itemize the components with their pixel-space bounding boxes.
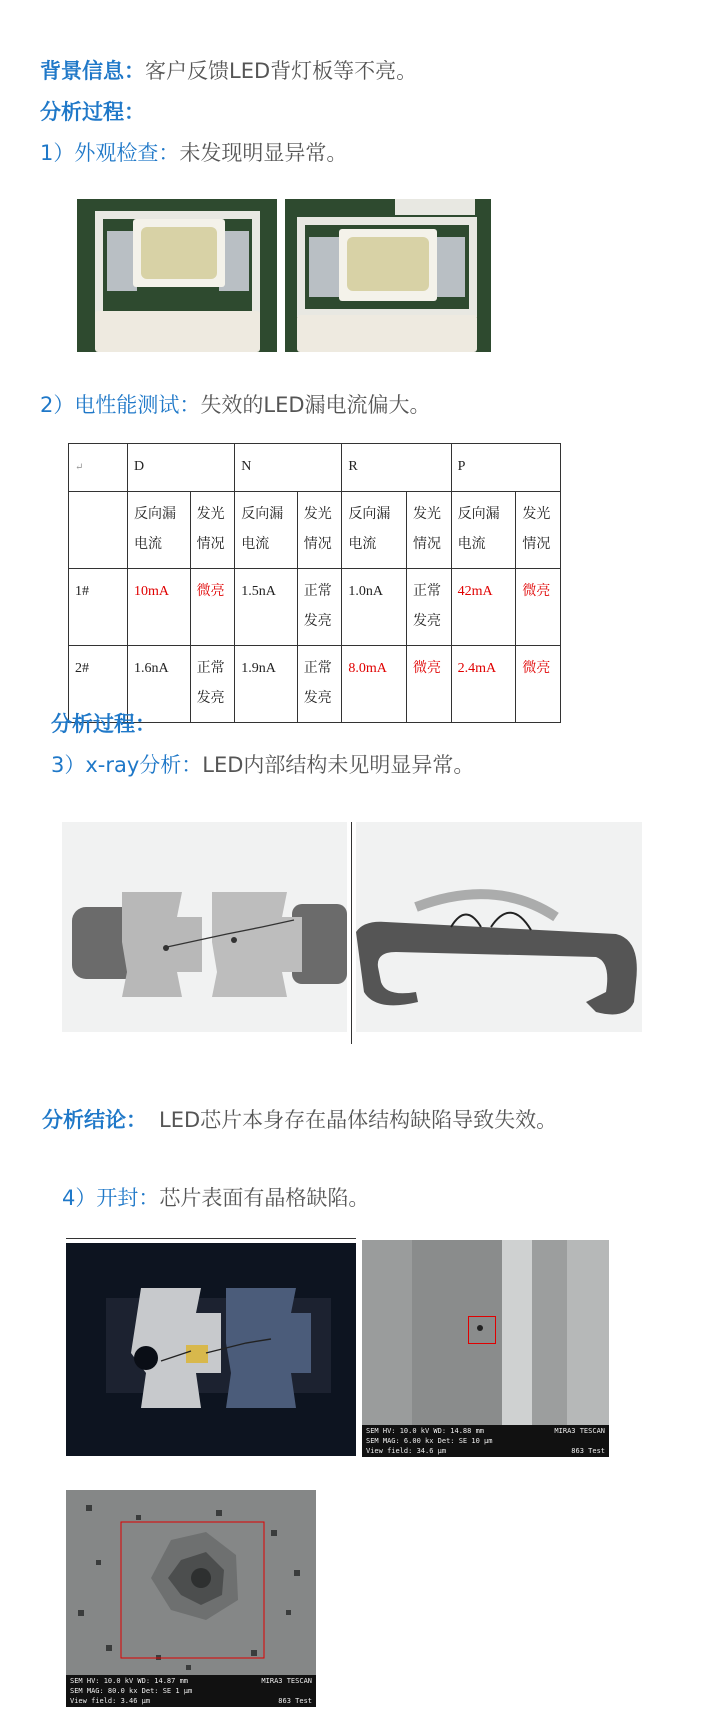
sem-image-1 [362, 1240, 609, 1457]
table-cell: 微亮 [190, 569, 235, 646]
sem2-infobar [66, 1675, 316, 1707]
conclusion-label: 分析结论： [42, 1108, 147, 1132]
table-cell: 正常发亮 [407, 569, 452, 646]
step3-label: 3）x-ray分析： [51, 753, 203, 777]
sem1-region [567, 1240, 609, 1427]
table-subheader-row [69, 492, 561, 569]
sem1-info-line: SEM MAG: 6.00 kx Det: SE 10 μm [366, 1437, 493, 1445]
sem2-info-line: SEM MAG: 80.0 kx Det: SE 1 μm [70, 1687, 193, 1695]
sem2-info-line: SEM HV: 10.0 kV WD: 14.87 mm [70, 1677, 189, 1685]
table-cell: 正常发亮 [297, 646, 342, 723]
sem1-region [532, 1240, 567, 1427]
sem1-region [362, 1240, 412, 1427]
table-cell: 2.4mA [451, 646, 516, 723]
image-divider [351, 822, 352, 1044]
step2-line [40, 390, 431, 420]
sem1-info-line: View field: 34.6 μm [366, 1447, 447, 1455]
xray-top-drawing [62, 822, 347, 1032]
step2-label: 2）电性能测试： [40, 393, 201, 417]
subheader-cell: 发光情况 [297, 492, 342, 569]
background-text: 客户反馈LED背灯板等不亮。 [145, 59, 418, 83]
group-d-header: D [128, 444, 235, 492]
conclusion-text: LED芯片本身存在晶体结构缺陷导致失效。 [159, 1108, 558, 1132]
table-cell: 1.0nA [342, 569, 407, 646]
step1-line [40, 138, 347, 168]
subheader-cell: 反向漏电流 [342, 492, 407, 569]
defect-spot [477, 1325, 483, 1331]
analysis-process-heading: 分析过程： [40, 100, 145, 124]
appearance-photo-2 [285, 199, 491, 352]
background-label: 背景信息： [40, 59, 145, 83]
subheader-cell: 反向漏电流 [128, 492, 191, 569]
table-cell: 8.0mA [342, 646, 407, 723]
subheader-cell: 发光情况 [407, 492, 452, 569]
table-header-row [69, 444, 561, 492]
step4-text: 芯片表面有晶格缺陷。 [159, 1186, 370, 1210]
sem1-region [502, 1240, 532, 1427]
electrical-test-table [68, 443, 561, 723]
table-cell: 1.5nA [235, 569, 297, 646]
decap-optical-drawing [66, 1243, 356, 1456]
group-n-header: N [235, 444, 342, 492]
step4-line [62, 1183, 369, 1213]
step1-label: 1）外观检查： [40, 141, 180, 165]
sem1-brand: MIRA3 TESCAN [554, 1427, 605, 1435]
conclusion-line [42, 1105, 557, 1135]
sem-image-2 [66, 1490, 316, 1707]
subheader-cell: 反向漏电流 [451, 492, 516, 569]
xray-image-top [62, 822, 347, 1032]
table-cell: 微亮 [516, 646, 561, 723]
step3-text: LED内部结构未见明显异常。 [202, 753, 475, 777]
table-cell: 1.6nA [128, 646, 191, 723]
subheader-cell: 发光情况 [516, 492, 561, 569]
step4-label: 4）开封： [62, 1186, 160, 1210]
analysis-process-heading-2: 分析过程： [51, 712, 156, 736]
step3-line [51, 750, 474, 780]
table-subheader-blank [69, 492, 128, 569]
table-cell: 42mA [451, 569, 516, 646]
sem2-lab: 863 Test [278, 1697, 312, 1705]
step1-text: 未发现明显异常。 [179, 141, 348, 165]
decap-optical-image [66, 1243, 356, 1456]
row-id: 2# [69, 646, 128, 723]
table-cell: 微亮 [516, 569, 561, 646]
table-cell: 10mA [128, 569, 191, 646]
table-corner-cell: ↵ [69, 444, 128, 492]
sem2-info-line: View field: 3.46 μm [70, 1697, 151, 1705]
table-row [69, 569, 561, 646]
background-line [40, 56, 417, 86]
group-p-header: P [451, 444, 560, 492]
row-id: 1# [69, 569, 128, 646]
table-cell: 微亮 [407, 646, 452, 723]
xray-side-drawing [356, 822, 642, 1032]
sem1-lab: 863 Test [571, 1447, 605, 1455]
step2-text: 失效的LED漏电流偏大。 [200, 393, 431, 417]
group-r-header: R [342, 444, 451, 492]
table-cell: 1.9nA [235, 646, 297, 723]
subheader-cell: 发光情况 [190, 492, 235, 569]
subheader-cell: 反向漏电流 [235, 492, 297, 569]
decap-divider [66, 1238, 356, 1239]
sem1-infobar [362, 1425, 609, 1457]
appearance-photo-1 [77, 199, 277, 352]
sem1-info-line: SEM HV: 10.0 kV WD: 14.88 mm [366, 1427, 485, 1435]
sem2-drawing [66, 1490, 316, 1677]
table-cell: 正常发亮 [190, 646, 235, 723]
sem2-brand: MIRA3 TESCAN [261, 1677, 312, 1685]
xray-image-side [356, 822, 642, 1032]
table-cell: 正常发亮 [297, 569, 342, 646]
